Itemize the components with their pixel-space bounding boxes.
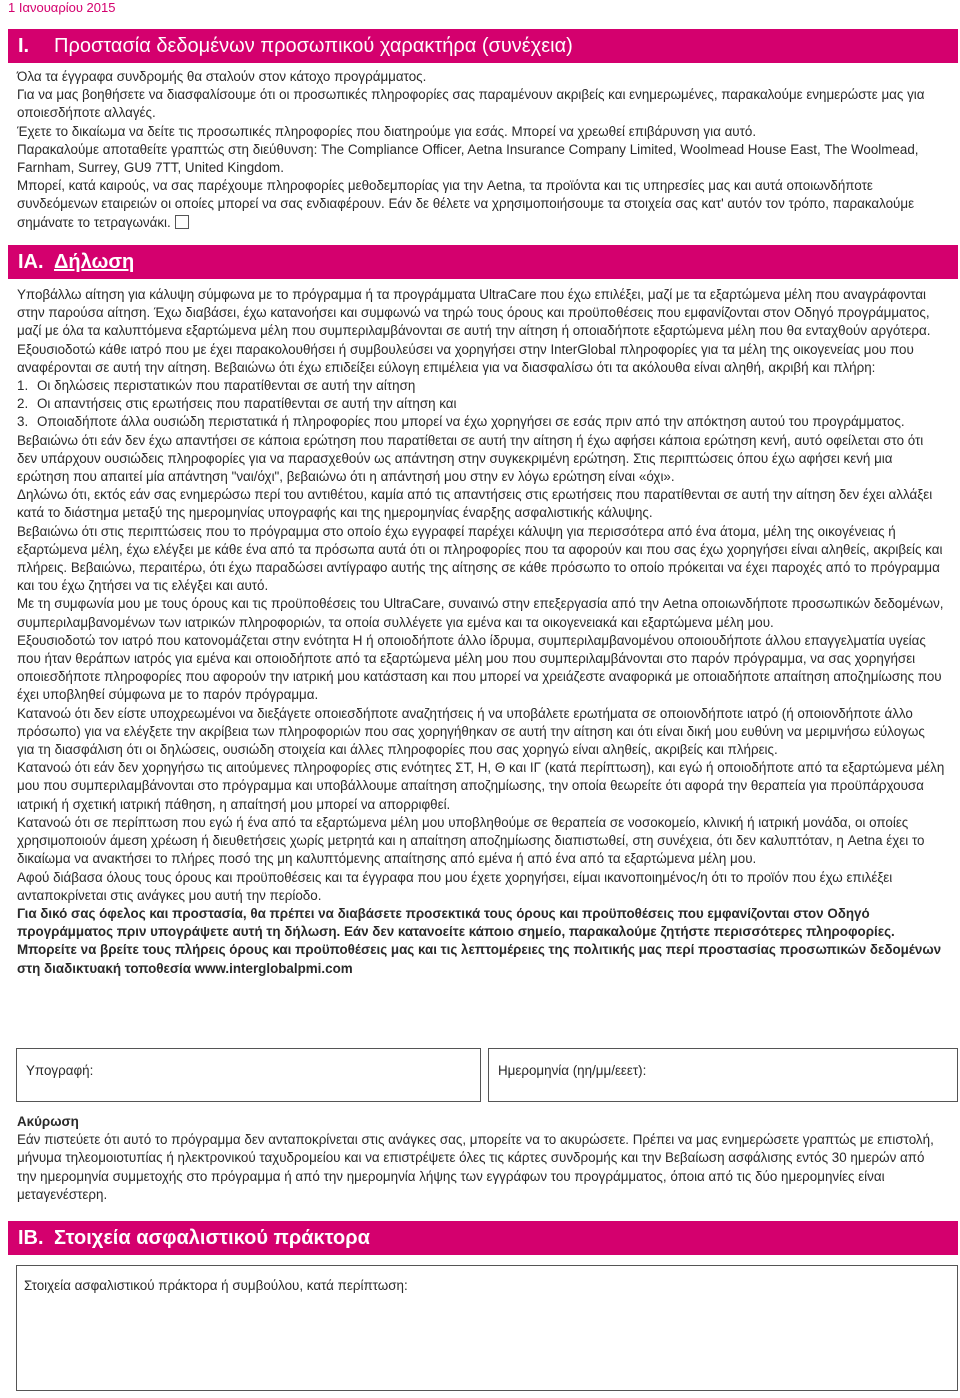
section-i-header bbox=[8, 29, 958, 63]
declaration-p-i: Αφού διάβασα όλους τους όρους και προϋποθέσεις και τα έγγραφα που μου έχετε χορηγήσει, είμαι ικανοποιημένος/η ότι το προϊόν που έχω επιλέξει ανταποκρίνεται στις ανάγκες μου αυτή την περίοδο. bbox=[17, 869, 893, 903]
list-text: Οποιαδήποτε άλλα ουσιώδη περιστατικά ή πληροφορίες που μπορεί να έχω χορηγήσει σε εσάς πριν από την απόκτηση αυτού του προγράμματος. bbox=[37, 414, 905, 430]
list-number: 3. bbox=[17, 414, 29, 430]
declaration-list-item bbox=[17, 413, 945, 431]
declaration-p-a: Βεβαιώνω ότι εάν δεν έχω απαντήσει σε κάποια ερώτηση που παρατίθεται σε αυτή την αίτηση ή έχω αφήσει κάποια ερώτηση κενή, αυτό οφείλεται στο ότι δεν υπάρχουν ουσιώδεις πληροφορίες για να παρασχεθούν ως απάντηση στην συγκεκριμένη ερώτηση. Στις περιπτώσεις όπου έχω αφήσει κενή μια ερώτηση που απαιτεί μία απάντηση "ναι/όχι", βεβαιώνω ότι η απάντησή μου στην εν λόγω ερώτηση είναι «όχι». bbox=[17, 432, 924, 485]
cancellation-text: Εάν πιστεύετε ότι αυτό το πρόγραμμα δεν ανταποκρίνεται στις ανάγκες σας, μπορείτε να το ακυρώσετε. Πρέπει να μας ενημερώσετε γραπτώς με επιστολή, μήνυμα τηλεομοιοτυπίας ή ηλεκτρονικού ταχυδρομείου και να επιστρέψετε όλες τις κάρτες συνδρομής και την Βεβαίωση ασφάλισης εντός 30 ημερών από την ημερομηνία συμμετοχής στο πρόγραμμα ή από την ημερομηνία λήψης των εγγράφων του προγράμματος, όποια από τις δύο ημερομηνίες είναι μεταγενέστερη. bbox=[17, 1132, 934, 1202]
section-ia-number: IA. bbox=[18, 251, 44, 273]
declaration-p-c: Βεβαιώνω ότι στις περιπτώσεις που το πρόγραμμα στο οποίο έχω εγγραφεί παρέχει κάλυψη για περισσότερα από ένα άτομα, μέλη της οικογένειας ή εξαρτώμενα μέλη, έχω ελέγξει με κάθε ένα από τα πρόσωπα αυτά ότι οι πληροφορίες που τα αφορούν και που σας έχω χορηγήσει είναι αληθείς, ακριβείς και πλήρεις. Βεβαιώνω, περαιτέρω, ότι έχω παραδώσει αντίγραφο αυτής της αίτησης σε κάθε πρόσωπο το οποίο πρόκειται να έχει παροχές από το πρόγραμμα και του έχω ζητήσει να τις ελέγξει και αυτό. bbox=[17, 523, 943, 594]
declaration-p-h: Κατανοώ ότι σε περίπτωση που εγώ ή ένα από τα εξαρτώμενα μέλη μου υποβληθούμε σε θεραπεία σε νοσοκομείο, κλινική ή ιατρική μονάδα, οι οποίες χρησιμοποιούν άμεση χρέωση ή διευθετήσεις χωρίς μετρητά και η απαίτηση αποζημίωσης διαπιστωθεί, στη συνέχεια, ότι δεν καλυπτόταν, η Aetna έχει το δικαίωμα να ανακτήσει το πλήρες ποσό της μη καλυπτόμενης απαίτησης από εμένα ή από ένα από τα εξαρτώμενα μέλη μου. bbox=[17, 814, 925, 867]
declaration-p-g: Κατανοώ ότι εάν δεν χορηγήσω τις αιτούμενες πληροφορίες στις ενότητες ΣΤ, Η, Θ και ΙΓ (κατά περίπτωση), και εγώ ή οποιοδήποτε από τα εξαρτώμενα μέλη μου που συμπεριλαμβάνονται στο πρόγραμμα και υποβάλλουμε απαίτηση αποζημίωσης, την οποία θεωρείτε ότι αφορά την θεραπεία για προϋπάρχουσα ιατρική ή σχετική ιατρική πάθηση, η απαίτησή μου μπορεί να απορριφθεί. bbox=[17, 760, 945, 812]
cancellation-heading: Ακύρωση bbox=[17, 1114, 79, 1129]
declaration-bold-warning: Για δικό σας όφελος και προστασία, θα πρέπει να διαβάσετε προσεκτικά τους όρους και προϋποθέσεις που εμφανίζονται στον Οδηγό προγράμματος πριν υπογράψετε αυτή τη δήλωση. Εάν δεν κατανοείτε κάποιο σημείο, παρακαλούμε ζητήστε περισσότερες πληροφορίες. bbox=[17, 905, 895, 940]
section-i-p5-wrap bbox=[17, 177, 945, 232]
section-ia-title: Δήλωση bbox=[54, 251, 135, 273]
declaration-bold-website: Μπορείτε να βρείτε τους πλήρεις όρους και προϋποθέσεις μας και τις λεπτομέρειες της πολιτικής μας περί προστασίας προσωπικών δεδομένων στη διαδικτυακή τοποθεσία www.interglobalpmi.com bbox=[17, 942, 942, 976]
declaration-intro: Υποβάλλω αίτηση για κάλυψη σύμφωνα με το πρόγραμμα ή τα προγράμματα UltraCare που έχω επιλέξει, μαζί με τα εξαρτώμενα μέλη που αναγράφονται στην παρούσα αίτηση. Έχω διαβάσει, έχω κατανοήσει και συμφωνώ να τηρώ τους όρους και προϋποθέσεις που εμφανίζονται στον Οδηγό προγράμματος, μαζί με όλα τα καλυπτόμενα εξαρτώμενα μέλη που συμπεριλαμβάνονται σε αυτή την αίτηση ή οποιαδήποτε εξαρτώμενα μέλη που θα ενταχθούν αργότερα. Εξουσιοδοτώ κάθε ιατρό που με έχει παρακολουθήσει ή συμβουλεύσει να χορηγήσει στην InterGlobal πληροφορίες για τα μέλη της οικογενείας μου που αναφέρονται σε αυτή την αίτηση. Βεβαιώνω ότι έχω επιδείξει εύλογη επιμέλεια για να διασφαλίσω ότι τα ακόλουθα είναι αληθή, ακριβή και πλήρη: bbox=[17, 287, 931, 375]
signature-label: Υπογραφή: bbox=[26, 1063, 94, 1078]
list-text: Οι απαντήσεις στις ερωτήσεις που παρατίθενται σε αυτή την αίτηση και bbox=[37, 396, 457, 412]
section-ib-header bbox=[8, 1221, 958, 1255]
section-ib-number: IB. bbox=[18, 1227, 44, 1249]
section-i-number: I. bbox=[18, 35, 30, 57]
declaration-p-d: Με τη συμφωνία μου με τους όρους και τις προϋποθέσεις του UltraCare, συναινώ στην επεξεργασία από την Aetna οποιωνδήποτε προσωπικών δεδομένων, συμπεριλαμβανομένων των ιατρικών πληροφοριών, τα οποία συλλέγετε για εμένα και τα οικογενειακά και εξαρτώμενα μέλη μου. bbox=[17, 596, 944, 630]
document-date: 1 Ιανουαρίου 2015 bbox=[8, 0, 116, 15]
declaration-p-f: Κατανοώ ότι δεν είστε υποχρεωμένοι να διεξάγετε οποιεσδήποτε αναζητήσεις ή να υποβάλετε ερωτήματα σε οποιονδήποτε ιατρό (ή οποιονδήποτε άλλο πρόσωπο) για να ελέγξετε την ακρίβεια των πληροφοριών που σας χορηγήθηκαν σε αυτή την αίτηση και ότι είναι δική μου ευθύνη να μεριμνήσω εύλογως για τη διασφάλιση ότι οι δηλώσεις, ουσιώδη στοιχεία και άλλες πληροφορίες που σας χορηγώ είναι αληθείς, ακριβείς και πλήρεις. bbox=[17, 705, 925, 758]
section-i-p1: Όλα τα έγγραφα συνδρομής θα σταλούν στον κάτοχο προγράμματος. bbox=[17, 69, 427, 84]
section-i-body bbox=[17, 68, 945, 232]
section-i-p3: Έχετε το δικαίωμα να δείτε τις προσωπικές πληροφορίες που διατηρούμε για εσάς. Μπορεί να χρεωθεί επιβάρυνση για αυτό. bbox=[17, 123, 757, 139]
cancellation-block bbox=[17, 1113, 945, 1204]
marketing-opt-out-checkbox[interactable] bbox=[175, 215, 189, 229]
agent-details-label: Στοιχεία ασφαλιστικού πράκτορα ή συμβούλου, κατά περίπτωση: bbox=[24, 1278, 408, 1293]
declaration-p-b: Δηλώνω ότι, εκτός εάν σας ενημερώσω περί του αντιθέτου, καμία από τις απαντήσεις στις ερωτήσεις που παρατίθενται σε αυτή την αίτηση δεν έχει αλλάξει κατά το διάστημα μεταξύ της ημερομηνίας υπογραφής και της ημερομηνίας έναρξης ασφαλιστικής κάλυψης. bbox=[17, 487, 933, 521]
declaration-list-item bbox=[17, 377, 945, 395]
section-i-p2: Για να μας βοηθήσετε να διασφαλίσουμε ότι οι προσωπικές πληροφορίες σας παραμένουν ακριβείς και ενημερωμένες, παρακαλούμε ενημερώστε μας για οποιεσδήποτε αλλαγές. bbox=[17, 87, 925, 121]
section-ib-title: Στοιχεία ασφαλιστικού πράκτορα bbox=[54, 1227, 370, 1249]
section-i-p5: Μπορεί, κατά καιρούς, να σας παρέχουμε πληροφορίες μεθοδεμπορίας για την Aetna, τα προϊόντα και τις υπηρεσίες μας και αυτά οποιωνδήποτε συνδεόμενων εταιρειών οι οποίες μπορεί να σας ενδιαφέρουν. Εάν δε θέλετε να χρησιμοποιήσουμε τα στοιχεία σας κατ' αυτόν τον τρόπο, παρακαλούμε σημάνατε το τετραγωνάκι. bbox=[17, 178, 915, 230]
section-i-title: Προστασία δεδομένων προσωπικού χαρακτήρα (συνέχεια) bbox=[54, 35, 573, 57]
list-text: Οι δηλώσεις περιστατικών που παρατίθενται σε αυτή την αίτηση bbox=[37, 378, 416, 394]
declaration-p-e: Εξουσιοδοτώ τον ιατρό που κατονομάζεται στην ενότητα Η ή οποιοδήποτε άλλο ίδρυμα, συμπεριλαμβανομένου οποιουδήποτε άλλου επαγγελματία υγείας που ήταν θεράπων ιατρός για εμένα και οποιοδήποτε από τα εξαρτώμενα μέλη μου που συμπεριλαμβάνονται στο παρόν πρόγραμμα, να σας χορηγήσει οποιεσδήποτε πληροφορίες που αφορούν την ιατρική μου κατάσταση και που μπορεί να χρειάζεστε αναφορικά με οποιαδήποτε απαίτηση αποζημίωσης που έχει υποβληθεί σύμφωνα με το παρόν πρόγραμμα. bbox=[17, 632, 942, 703]
list-number: 2. bbox=[17, 396, 29, 412]
declaration-list-item bbox=[17, 395, 945, 413]
section-i-p4: Παρακαλούμε αποταθείτε γραπτώς στη διεύθυνση: The Compliance Officer, Aetna Insurance Company Limited, Woolmead House East, The Woolmead, Farnham, Surrey, GU9 7TT, United Kingdom. bbox=[17, 141, 919, 176]
declaration-body bbox=[17, 286, 945, 978]
section-ia-header bbox=[8, 245, 958, 279]
date-label: Ημερομηνία (ηη/μμ/εεετ): bbox=[498, 1063, 647, 1078]
list-number: 1. bbox=[17, 378, 29, 394]
